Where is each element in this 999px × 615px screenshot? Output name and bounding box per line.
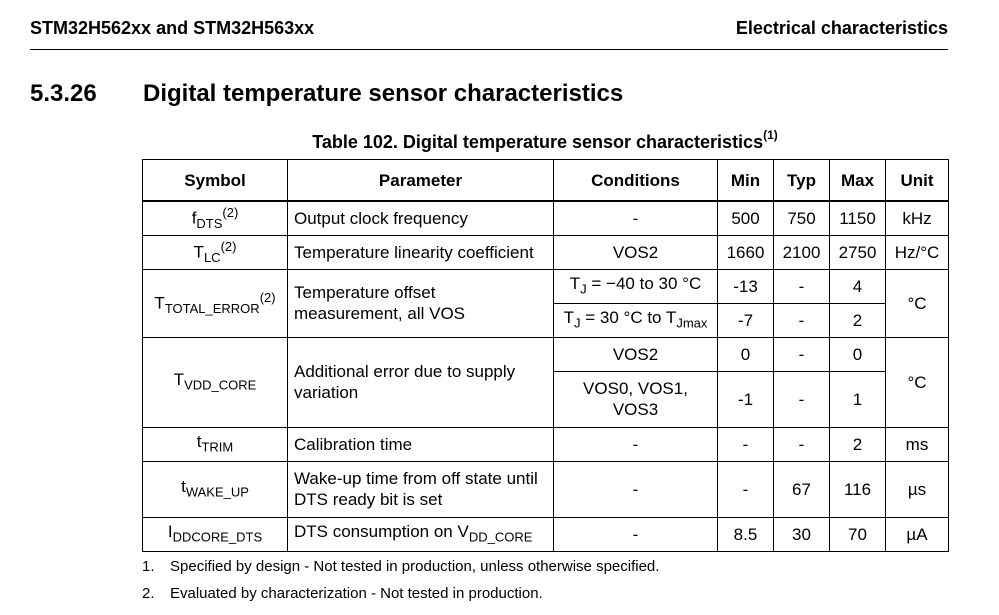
unit-cell: µA	[886, 517, 949, 551]
symbol-cell	[143, 517, 288, 551]
symbol-sub: VDD_CORE	[184, 377, 257, 393]
symbol-cell	[143, 235, 288, 269]
unit-cell: ms	[886, 427, 949, 461]
parameter-cell: Temperature offset measurement, all VOS	[288, 269, 554, 337]
section-header: Electrical characteristics	[735, 18, 948, 38]
table-row	[143, 235, 949, 269]
header-rule	[30, 49, 948, 50]
section-title: Digital temperature sensor characteristics	[143, 80, 624, 107]
table-header-row	[143, 160, 949, 202]
param-base: DTS consumption on V	[294, 521, 469, 541]
header-unit: Unit	[886, 160, 949, 202]
max-cell: 70	[830, 517, 886, 551]
typ-cell: -	[774, 371, 830, 427]
symbol-cell	[143, 269, 288, 337]
typ-cell: -	[774, 427, 830, 461]
parameter-cell: Calibration time	[288, 427, 554, 461]
max-cell: 2	[830, 303, 886, 337]
min-cell: -	[718, 427, 774, 461]
table-row	[143, 517, 949, 551]
symbol-base: f	[191, 208, 197, 228]
symbol-base: t	[181, 476, 186, 496]
min-cell: -1	[718, 371, 774, 427]
conditions-cell: -	[554, 201, 718, 235]
parameter-cell: Wake-up time from off state until DTS ready bit is set	[288, 461, 554, 517]
unit-cell: Hz/°C	[886, 235, 949, 269]
cond-base: T	[563, 307, 575, 327]
symbol-sub: TRIM	[201, 439, 234, 455]
symbol-base: T	[154, 293, 165, 313]
parameter-cell	[288, 517, 554, 551]
cond-base: T	[569, 273, 581, 293]
table-row	[143, 427, 949, 461]
min-cell: -13	[718, 269, 774, 303]
max-cell: 1	[830, 371, 886, 427]
conditions-cell: -	[554, 461, 718, 517]
section-number: 5.3.26	[30, 80, 97, 107]
min-cell: -	[718, 461, 774, 517]
parameter-cell: Output clock frequency	[288, 201, 554, 235]
footnote	[142, 558, 659, 575]
footnote-text: Evaluated by characterization - Not tested in production.	[170, 585, 543, 602]
max-cell: 0	[830, 337, 886, 371]
conditions-cell	[554, 303, 718, 337]
header-min: Min	[718, 160, 774, 202]
parameter-cell: Additional error due to supply variation	[288, 337, 554, 427]
symbol-sub: LC	[203, 250, 221, 266]
unit-cell: kHz	[886, 201, 949, 235]
symbol-base: I	[167, 521, 173, 541]
symbol-cell	[143, 427, 288, 461]
table-caption-note: (1)	[763, 128, 778, 142]
min-cell: 1660	[718, 235, 774, 269]
symbol-note: (2)	[259, 289, 276, 305]
cond-sub-2: Jmax	[676, 315, 708, 331]
typ-cell: -	[774, 303, 830, 337]
table-row	[143, 201, 949, 235]
conditions-cell	[554, 269, 718, 303]
conditions-cell: -	[554, 427, 718, 461]
table-caption	[142, 130, 948, 153]
max-cell: 1150	[830, 201, 886, 235]
conditions-cell: VOS0, VOS1, VOS3	[554, 371, 718, 427]
cond-sub: J	[574, 315, 581, 331]
header-conditions: Conditions	[554, 160, 718, 202]
typ-cell: -	[774, 269, 830, 303]
symbol-cell	[143, 201, 288, 235]
symbol-note: (2)	[222, 205, 239, 221]
symbol-base: T	[173, 369, 185, 389]
table-row	[143, 269, 949, 303]
symbol-sub: TOTAL_ERROR	[164, 301, 260, 317]
cond-rest: = −40 to 30 °C	[586, 273, 702, 293]
unit-cell: µs	[886, 461, 949, 517]
symbol-cell	[143, 461, 288, 517]
header-symbol: Symbol	[143, 160, 288, 202]
typ-cell: 30	[774, 517, 830, 551]
min-cell: 0	[718, 337, 774, 371]
conditions-cell: VOS2	[554, 337, 718, 371]
param-sub: DD_CORE	[468, 529, 533, 545]
cond-sub: J	[580, 281, 587, 297]
unit-cell: °C	[886, 337, 949, 427]
parameter-cell: Temperature linearity coefficient	[288, 235, 554, 269]
document-title: STM32H562xx and STM32H563xx	[30, 18, 315, 38]
footnote-number: 2.	[142, 585, 155, 602]
max-cell: 2750	[830, 235, 886, 269]
typ-cell: -	[774, 337, 830, 371]
symbol-base: t	[196, 431, 202, 451]
table-row	[143, 461, 949, 517]
symbol-sub: WAKE_UP	[185, 484, 249, 500]
typ-cell: 750	[774, 201, 830, 235]
symbol-sub: DTS	[196, 216, 223, 232]
min-cell: -7	[718, 303, 774, 337]
header-max: Max	[830, 160, 886, 202]
table-caption-text: Table 102. Digital temperature sensor characteristics	[312, 132, 764, 152]
max-cell: 4	[830, 269, 886, 303]
footnote	[142, 585, 543, 602]
table-row	[143, 337, 949, 371]
conditions-cell: VOS2	[554, 235, 718, 269]
typ-cell: 67	[774, 461, 830, 517]
symbol-base: T	[193, 242, 204, 262]
footnote-number: 1.	[142, 558, 155, 575]
max-cell: 2	[830, 427, 886, 461]
header-parameter: Parameter	[288, 160, 554, 202]
cond-mid: = 30 °C to T	[580, 307, 677, 327]
conditions-cell: -	[554, 517, 718, 551]
unit-cell: °C	[886, 269, 949, 337]
header-typ: Typ	[774, 160, 830, 202]
symbol-sub: DDCORE_DTS	[172, 529, 263, 545]
symbol-cell	[143, 337, 288, 427]
footnote-text: Specified by design - Not tested in production, unless otherwise specified.	[170, 558, 660, 575]
typ-cell: 2100	[774, 235, 830, 269]
max-cell: 116	[830, 461, 886, 517]
min-cell: 8.5	[718, 517, 774, 551]
min-cell: 500	[718, 201, 774, 235]
symbol-note: (2)	[220, 238, 237, 254]
spec-table	[142, 159, 949, 552]
